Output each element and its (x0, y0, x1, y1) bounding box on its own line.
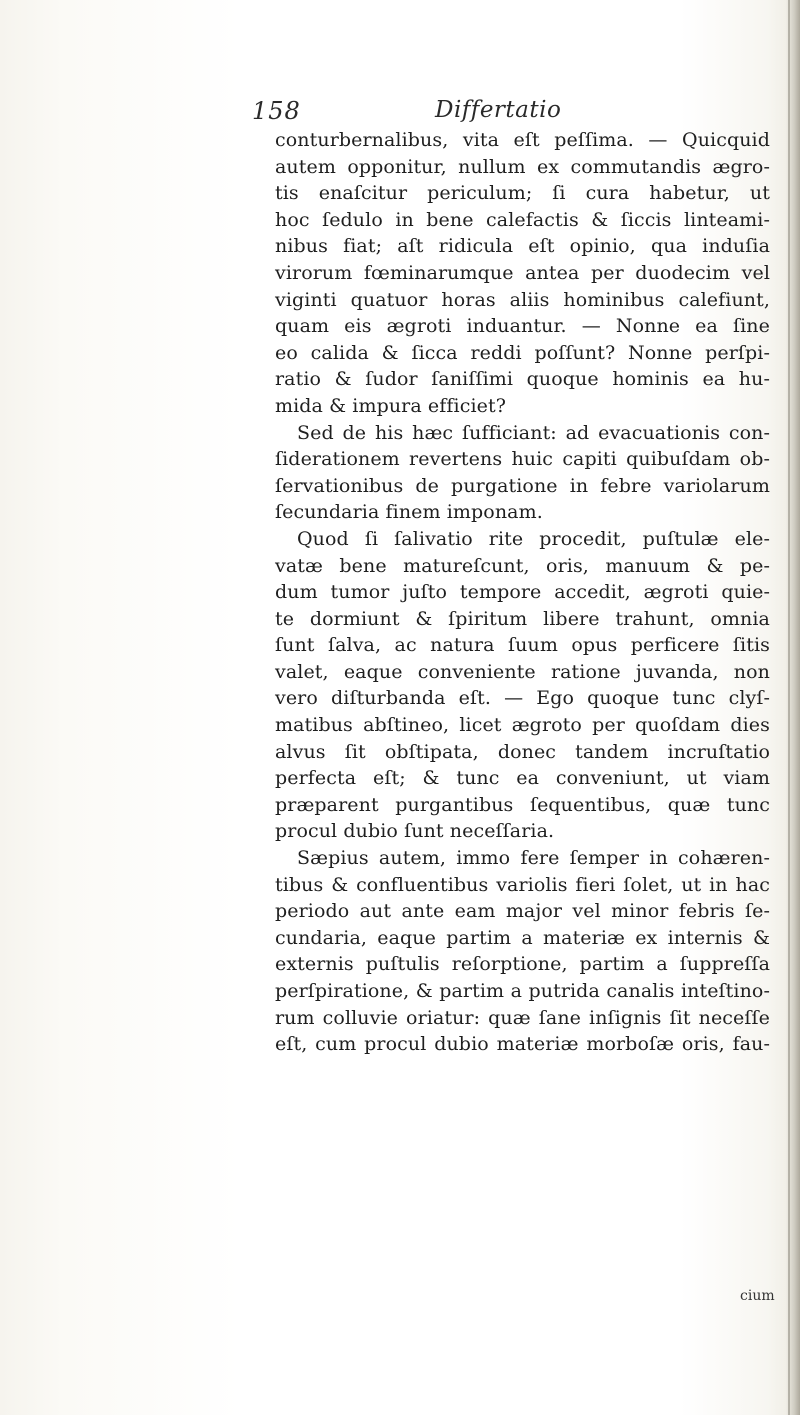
text-line: externis puſtulis reſorptione, partim a ſuppreſſa (275, 953, 770, 976)
running-head: Differtatio (435, 97, 562, 123)
text-line: hoc ſedulo in bene calefactis & ſiccis linteami- (275, 208, 770, 231)
text-line: rum colluvie oriatur: quæ ſane inſignis ſit neceſſe (275, 1006, 770, 1029)
text-line: viginti quatuor horas aliis hominibus calefiunt, (275, 288, 770, 311)
text-line: Quod ſi ſalivatio rite procedit, puſtulæ ele- (297, 527, 770, 550)
text-line: ſiderationem revertens huic capiti quibuſdam ob- (275, 448, 770, 471)
text-line: cundaria, eaque partim a materiæ ex internis & (275, 926, 770, 949)
text-line: dum tumor juſto tempore accedit, ægroti quie- (275, 581, 770, 604)
text-line: vatæ bene matureſcunt, oris, manuum & pe- (275, 554, 770, 577)
text-line: procul dubio ſunt neceſſaria. (275, 820, 555, 843)
text-line: te dormiunt & ſpiritum libere trahunt, omnia (275, 607, 770, 630)
text-line: tibus & confluentibus variolis fieri ſolet, ut in hac (275, 873, 770, 896)
text-line: nibus fiat; aſt ridicula eſt opinio, qua induſia (275, 235, 770, 258)
text-line: quam eis ægroti induantur. — Nonne ea ſine (275, 315, 770, 338)
catchword: cium (740, 1288, 775, 1304)
text-line: valet, eaque conveniente ratione juvanda, non (275, 660, 770, 683)
text-line: Sed de his hæc ſufficiant: ad evacuationis con- (297, 421, 770, 444)
text-line: periodo aut ante eam major vel minor febris ſe- (275, 900, 770, 923)
text-line: perfecta eſt; & tunc ea conveniunt, ut viam (275, 767, 770, 790)
text-line: Sæpius autem, immo fere ſemper in cohæren- (297, 847, 770, 870)
text-line: conturbernalibus, vita eſt peſſima. — Quicquid (275, 129, 770, 151)
text-line: tis enaſcitur periculum; ſi cura habetur, ut (275, 182, 770, 205)
text-line: alvus ſit obſtipata, donec tandem incruſtatio (275, 740, 770, 763)
text-line: præparent purgantibus ſequentibus, quæ tunc (275, 793, 770, 816)
text-line: autem opponitur, nullum ex commutandis ægro- (275, 155, 770, 178)
body-text (275, 127, 770, 1058)
page-number: 158 (252, 97, 301, 125)
text-line: eſt, cum procul dubio materiæ morboſæ oris, fau- (275, 1033, 770, 1056)
page-edge-shadow (786, 0, 800, 1415)
text-line: ratio & ſudor ſaniſſimi quoque hominis ea hu- (275, 368, 770, 391)
text-line: eo calida & ſicca reddi poſſunt? Nonne perſpi- (275, 341, 770, 364)
text-line: perſpiratione, & partim a putrida canalis inteſtino- (275, 980, 770, 1002)
text-line: ſunt ſalva, ac natura ſuum opus perficere ſitis (275, 634, 770, 657)
text-line: ſecundaria finem imponam. (275, 501, 543, 524)
text-line: ſervationibus de purgatione in febre variolarum (275, 474, 770, 497)
text-line: virorum fœminarumque antea per duodecim vel (275, 261, 770, 284)
text-line: mida & impura efficiet? (275, 394, 506, 417)
text-line: vero diſturbanda eſt. — Ego quoque tunc clyſ- (275, 687, 770, 710)
text-line: matibus abſtineo, licet ægroto per quoſdam dies (275, 714, 770, 737)
